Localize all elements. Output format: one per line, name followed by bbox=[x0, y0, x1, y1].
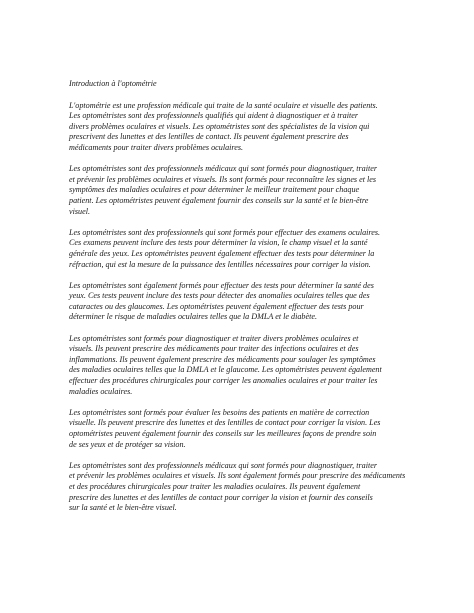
paragraph-line: de ses yeux et de protéger sa vision. bbox=[69, 439, 186, 449]
paragraph-line: divers problèmes oculaires et visuels. Les optométristes sont des spécialistes de la vision qui bbox=[69, 121, 370, 131]
paragraph bbox=[69, 101, 405, 154]
paragraph-line: générale des yeux. Les optométristes peuvent également effectuer des tests pour déterminer la bbox=[69, 248, 375, 258]
paragraph-line: Les optométristes sont des professionnels médicaux qui sont formés pour diagnostiquer, traiter bbox=[69, 460, 377, 470]
paragraph-line: Les optométristes sont formés pour évaluer les besoins des patients en matière de correction bbox=[69, 407, 370, 417]
paragraph-line: patient. Les optométristes peuvent également fournir des conseils sur la santé et le bien-être bbox=[69, 195, 369, 205]
paragraph-line: réfraction, qui est la mesure de la puissance des lentilles nécessaires pour corriger la vision. bbox=[69, 259, 371, 269]
paragraph bbox=[69, 334, 405, 398]
paragraph-line: optométristes peuvent également fournir des conseils sur les meilleures façons de prendre soin bbox=[69, 429, 377, 438]
paragraph bbox=[69, 164, 405, 217]
paragraph-line: Les optométristes sont des professionnels qui sont formés pour effectuer des examens oculaires. bbox=[69, 227, 381, 237]
paragraph bbox=[69, 281, 405, 323]
paragraph-line: Les optométristes sont également formés pour effectuer des tests pour déterminer la santé des bbox=[69, 280, 374, 290]
paragraph-line: sur la santé et le bien-être visuel. bbox=[69, 503, 177, 513]
paragraph-line: L'optométrie est une profession médicale qui traite de la santé oculaire et visuelle des patients. bbox=[69, 100, 378, 110]
paragraph-line: déterminer le risque de maladies oculaires telles que la DMLA et le diabète. bbox=[69, 312, 317, 322]
paragraph bbox=[69, 408, 405, 450]
paragraph-line: médicaments pour traiter divers problèmes oculaires. bbox=[69, 142, 244, 152]
paragraph-line: effectuer des procédures chirurgicales pour corriger les anomalies oculaires et pour traiter les bbox=[69, 376, 378, 386]
paragraph-line: Les optométristes sont formés pour diagnostiquer et traiter divers problèmes oculaires et bbox=[69, 333, 359, 343]
paragraph-line: maladies oculaires. bbox=[69, 386, 133, 396]
paragraph-line: Les optométristes sont des professionnels qualifiés qui aident à diagnostiquer et à traiter bbox=[69, 111, 359, 121]
paragraph-line: Ces examens peuvent inclure des tests pour déterminer la vision, le champ visuel et la santé bbox=[69, 238, 368, 248]
paragraph-line: prescrire des lunettes et des lentilles de contact pour corriger la vision et fournir des conseils bbox=[69, 492, 373, 502]
paragraph-line: des maladies oculaires telles que la DMLA et le glaucome. Les optométristes peuvent également bbox=[69, 365, 382, 375]
paragraph-list bbox=[69, 101, 405, 514]
paragraph-line: prescrivent des lunettes et des lentilles de contact. Ils peuvent également prescrire des bbox=[69, 132, 349, 142]
paragraph-line: Les optométristes sont des professionnels médicaux qui sont formés pour diagnostiquer, traiter bbox=[69, 164, 377, 174]
document-title: Introduction à l'optométrie bbox=[69, 79, 157, 88]
paragraph bbox=[69, 461, 405, 514]
paragraph-line: visuels. Ils peuvent prescrire des médicaments pour traiter des infections oculaires et des bbox=[69, 344, 359, 354]
paragraph bbox=[69, 228, 405, 270]
paragraph-line: et des procédures chirurgicales pour traiter les maladies oculaires. Ils peuvent également bbox=[69, 481, 361, 491]
document-body bbox=[69, 79, 405, 524]
paragraph-line: cataractes ou des glaucomes. Les optométristes peuvent également effectuer des tests pour bbox=[69, 301, 364, 311]
paragraph-line: symptômes des maladies oculaires et pour déterminer le meilleur traitement pour chaque bbox=[69, 185, 360, 195]
paragraph-line: visuelle. Ils peuvent prescrire des lunettes et des lentilles de contact pour corriger la vision. Les bbox=[69, 418, 381, 428]
paragraph-line: et prévenir les problèmes oculaires et visuels. Ils sont formés pour reconnaître les signes et les bbox=[69, 174, 377, 184]
paragraph-line: inflammations. Ils peuvent également prescrire des médicaments pour soulager les symptômes bbox=[69, 354, 376, 364]
paragraph-line: visuel. bbox=[69, 206, 90, 216]
paragraph-line: yeux. Ces tests peuvent inclure des tests pour détecter des anomalies oculaires telles que des bbox=[69, 291, 370, 301]
paragraph-line: et prévenir les problèmes oculaires et visuels. Ils sont également formés pour prescrire des médicaments bbox=[69, 471, 406, 481]
